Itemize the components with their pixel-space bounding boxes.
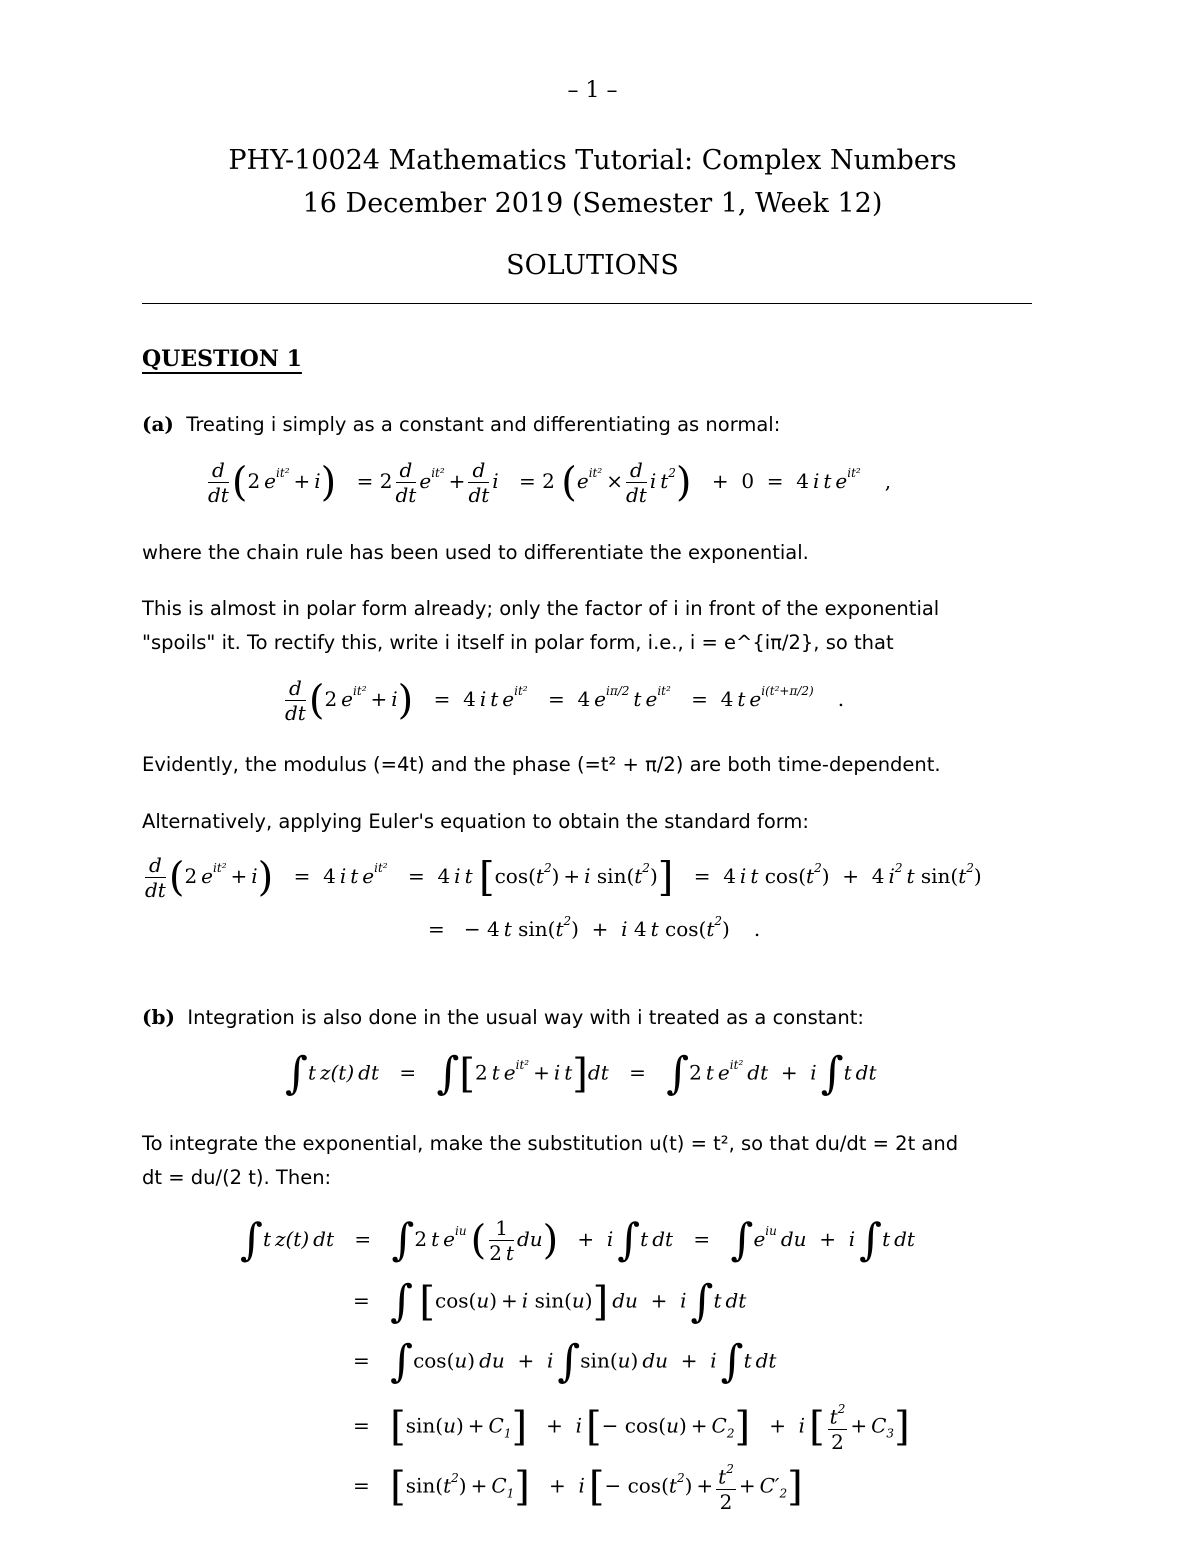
part-a-label: (a)	[142, 412, 174, 436]
part-a-polar-line1: This is almost in polar form already; only the factor of i in front of the exponential	[142, 597, 940, 620]
equation-1: $\frac{d}{dt}$ (2 $e^{it^2} + i) = 2$ $\frac{d}{dt}$ $e^{it^2}$ + $\frac{d}{dt}$ i = 2 ($e^{it^2}$ × $\frac{d}{dt}$ i $t^2) + 0 = 4$ i t $e^{it^2}$ ,	[208, 458, 892, 507]
part-a-intro	[142, 412, 780, 436]
page-title: PHY-10024 Mathematics Tutorial: Complex Numbers	[228, 145, 957, 176]
part-b-subst-line2: dt = du/(2 t). Then:	[142, 1166, 332, 1189]
equation-3-line2: = − 4 t $\sin(t^2) + i$ 4 t $\cos(t^2)$ .	[428, 914, 761, 941]
equation-5-line1: ∫t z(t) dt = ∫2 t $e^{iu}$ ( $\frac{1}{2 t}$ du) + i ∫t dt = $\int e^{iu}$ du + i ∫t dt	[240, 1214, 915, 1266]
equation-5-line2: = ∫ [cos(u) + i sin(u)] du + i ∫t dt	[353, 1276, 747, 1327]
part-a-chain-rule-note: where the chain rule has been used to differentiate the exponential.	[142, 541, 809, 564]
equation-5-line5: = $[\sin(t^2) + C_1]$ + i [− $\cos(t^2)$ + $\frac{t^2}{2}$ + $C'_2$]	[353, 1462, 803, 1514]
page-number: – 1 –	[567, 78, 618, 103]
part-a-alternatively: Alternatively, applying Euler's equation to obtain the standard form:	[142, 810, 809, 833]
part-b-subst-line1: To integrate the exponential, make the substitution u(t) = t², so that du/dt = 2t and	[142, 1132, 959, 1155]
equation-4: ∫t z(t) dt = ∫[2 t $e^{it^2} + i$ t]dt = ∫2 t $e^{it^2}$ dt + i ∫t dt	[285, 1048, 877, 1099]
part-a-evidently: Evidently, the modulus (=4t) and the phase (=t² + π/2) are both time-dependent.	[142, 753, 941, 776]
part-b-label: (b)	[142, 1005, 175, 1029]
part-a-polar-line2: "spoils" it. To rectify this, write i itself in polar form, i.e., i = e^{iπ/2}, so that	[142, 631, 894, 654]
header-divider	[142, 303, 1032, 304]
part-b-intro	[142, 1005, 864, 1029]
solutions-heading: SOLUTIONS	[506, 250, 679, 281]
question-heading: QUESTION 1	[142, 346, 302, 372]
equation-5-line3: = ∫cos(u) du + i ∫sin(u) du + i ∫t dt	[353, 1336, 777, 1387]
equation-2: $\frac{d}{dt}$ (2 $e^{it^2} + i) = 4$ i t $e^{it^2} = 4$ $e^{i\pi/2}$ t $e^{it^2} = 4$ t $e^{i(t^2+\pi/2)}$ .	[285, 676, 845, 725]
part-a-intro-text: Treating i simply as a constant and differentiating as normal:	[186, 413, 781, 436]
part-b-intro-text: Integration is also done in the usual way with i treated as a constant:	[187, 1006, 864, 1029]
equation-5-line4: = $[\sin(u) + C_1]$ + i [− $\cos(u) + C_2$] + i [ $\frac{t^2}{2}$ + $C_3$]	[353, 1402, 910, 1454]
equation-3-line1: $\frac{d}{dt}$ (2 $e^{it^2} + i) = 4$ i t $e^{it^2} = 4$ i t [$\cos(t^2) + i$ $\sin(t^2)] = 4$ i t $\cos(t^2) + 4$ $i^2$ t $\sin(t^2)$	[145, 853, 982, 902]
page-subtitle-date: 16 December 2019 (Semester 1, Week 12)	[302, 188, 883, 219]
